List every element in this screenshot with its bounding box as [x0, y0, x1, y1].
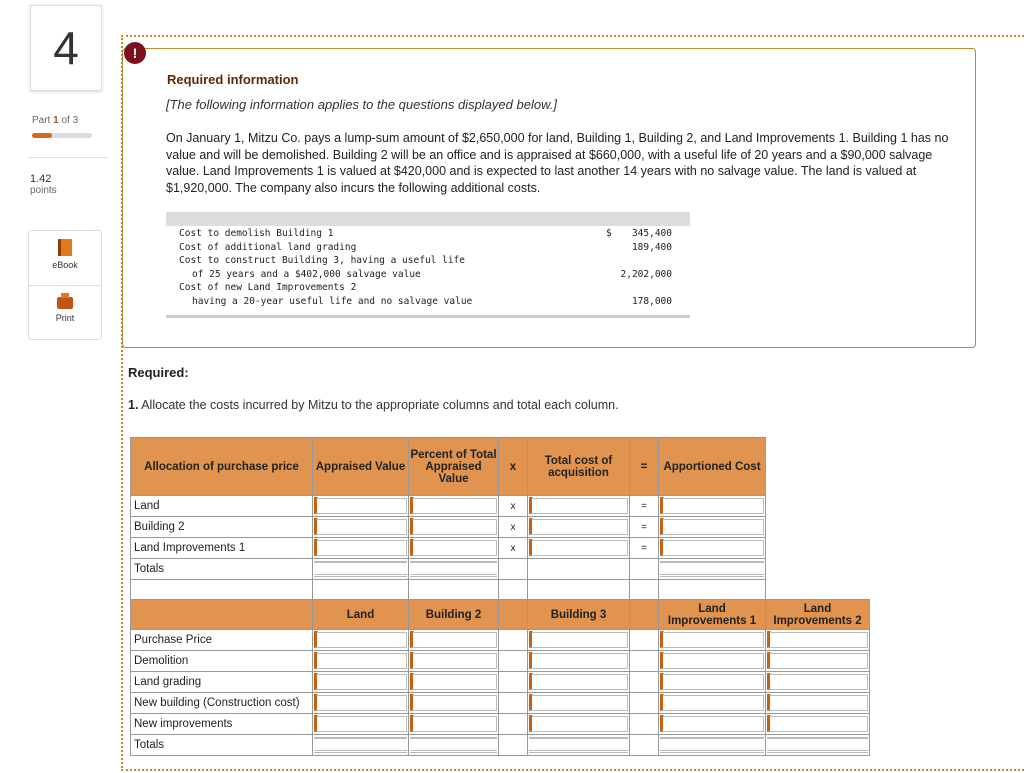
- land-input[interactable]: [313, 651, 409, 672]
- part-progress-fill: [32, 133, 52, 138]
- table-row: [131, 651, 870, 672]
- sidebar-divider: [28, 157, 108, 158]
- building-2-input[interactable]: [409, 693, 499, 714]
- total-cost-input[interactable]: [528, 496, 630, 517]
- header-land-improvements-1: Land Improvements 1: [659, 600, 766, 630]
- blank-cell: [630, 672, 659, 693]
- apportioned-cost-input[interactable]: [659, 538, 766, 559]
- part-current: 1: [53, 115, 59, 126]
- land-improvements-1-input[interactable]: [659, 714, 766, 735]
- printer-icon: [57, 297, 73, 309]
- blank-cell: [659, 580, 766, 600]
- land-improvements-2-input[interactable]: [766, 630, 870, 651]
- total-cost-input[interactable]: [528, 538, 630, 559]
- row-label: Land Improvements 1: [131, 538, 313, 559]
- apportioned-cost-input[interactable]: [659, 496, 766, 517]
- row-label: Demolition: [131, 651, 313, 672]
- header-building-3: Building 3: [528, 600, 630, 630]
- times-symbol: x: [499, 496, 528, 517]
- building-2-input[interactable]: [409, 651, 499, 672]
- row-label: Purchase Price: [131, 630, 313, 651]
- blank-cell: [313, 580, 409, 600]
- header-appraised-value: Appraised Value: [313, 438, 409, 496]
- additional-costs-table: Cost to demolish Building 1 $ 345,400 Cost of additional land grading 189,400 Cost to construct Building 3, having a useful life of 25 years and a $402,000 salvage value 2,202,000 Cost of new Land Improvements 2 having a 20-year useful life and no salvage value 178,000: [166, 212, 690, 319]
- land-improvements-1-input[interactable]: [659, 651, 766, 672]
- tools-divider: [29, 285, 101, 286]
- row-label: New improvements: [131, 714, 313, 735]
- costs-header-bar: [166, 212, 690, 226]
- costs-footer-bar: [166, 315, 690, 318]
- percent-input[interactable]: [409, 496, 499, 517]
- blank-cell: [499, 672, 528, 693]
- equals-symbol: =: [630, 538, 659, 559]
- land-total-input[interactable]: [313, 735, 409, 756]
- building-2-total-input[interactable]: [409, 735, 499, 756]
- header-apportioned: Apportioned Cost: [659, 438, 766, 496]
- table-row: [131, 693, 870, 714]
- question-number: 4: [30, 5, 102, 91]
- blank-cell: [630, 693, 659, 714]
- table-row: [131, 714, 870, 735]
- blank-cell: [630, 714, 659, 735]
- table-row: [131, 517, 766, 538]
- building-3-total-input[interactable]: [528, 735, 630, 756]
- blank-cell: [630, 580, 659, 600]
- step-number: 1.: [128, 398, 139, 412]
- info-note: [The following information applies to the questions displayed below.]: [166, 97, 557, 112]
- land-input[interactable]: [313, 630, 409, 651]
- header-allocation: Allocation of purchase price: [131, 438, 313, 496]
- blank-cell: [499, 735, 528, 756]
- land-input[interactable]: [313, 672, 409, 693]
- percent-input[interactable]: [409, 517, 499, 538]
- total-cost-input[interactable]: [528, 517, 630, 538]
- header-land-improvements-2: Land Improvements 2: [766, 600, 870, 630]
- header-blank: [499, 600, 528, 630]
- totals-label: Totals: [131, 735, 313, 756]
- blank-cell: [630, 735, 659, 756]
- land-improvements-2-input[interactable]: [766, 672, 870, 693]
- blank-cell: [499, 630, 528, 651]
- ebook-label: eBook: [52, 260, 78, 270]
- table-row: [131, 672, 870, 693]
- header-blank: [131, 600, 313, 630]
- problem-paragraph: On January 1, Mitzu Co. pays a lump-sum amount of $2,650,000 for land, Building 1, Building 2, and Land Improvements 1. Building 1 has no value and will be demolished. Building 2 will be an office and is appraised at $660,000, with a useful life of 20 years and a $90,000 salvage value. Land Improvements 1 is valued at $420,000 and is expected to last another 14 years with no salvage value. The land is valued at $1,920,000. The company also incurs the following additional costs.: [166, 131, 949, 195]
- points-display: [30, 173, 57, 196]
- times-symbol: x: [499, 538, 528, 559]
- totals-row: [131, 559, 766, 580]
- blank-cell: [630, 559, 659, 580]
- equals-symbol: =: [630, 496, 659, 517]
- cost-allocation-table: [130, 579, 870, 756]
- apportioned-total-input[interactable]: [659, 559, 766, 580]
- building-3-input[interactable]: [528, 651, 630, 672]
- header-equals: =: [630, 438, 659, 496]
- blank-cell: [499, 580, 528, 600]
- print-button[interactable]: [29, 297, 101, 323]
- blank-cell: [409, 580, 499, 600]
- building-2-input[interactable]: [409, 672, 499, 693]
- appraised-value-input[interactable]: [313, 496, 409, 517]
- building-2-input[interactable]: [409, 714, 499, 735]
- building-3-input[interactable]: [528, 672, 630, 693]
- equals-symbol: =: [630, 517, 659, 538]
- percent-input[interactable]: [409, 538, 499, 559]
- header-land: Land: [313, 600, 409, 630]
- table-row: [131, 496, 766, 517]
- part-prefix: Part: [32, 115, 54, 126]
- times-symbol: x: [499, 517, 528, 538]
- points-value: 1.42: [30, 173, 52, 185]
- land-input[interactable]: [313, 693, 409, 714]
- points-label: points: [30, 185, 57, 196]
- row-label: Building 2: [131, 517, 313, 538]
- land-improvements-2-total-input[interactable]: [766, 735, 870, 756]
- header-times: x: [499, 438, 528, 496]
- land-improvements-2-input[interactable]: [766, 651, 870, 672]
- table-row: [131, 538, 766, 559]
- header-blank: [630, 600, 659, 630]
- apportioned-cost-input[interactable]: [659, 517, 766, 538]
- blank-cell: [131, 580, 313, 600]
- blank-cell: [499, 559, 528, 580]
- row-label: New building (Construction cost): [131, 693, 313, 714]
- row-label: Land: [131, 496, 313, 517]
- building-3-input[interactable]: [528, 714, 630, 735]
- allocation-table: [130, 437, 766, 580]
- header-percent: Percent of Total Appraised Value: [409, 438, 499, 496]
- row-label: Land grading: [131, 672, 313, 693]
- table-row: [131, 630, 870, 651]
- land-improvements-1-total-input[interactable]: [659, 735, 766, 756]
- land-improvements-1-input[interactable]: [659, 630, 766, 651]
- part-indicator: [32, 115, 78, 126]
- print-label: Print: [55, 313, 75, 323]
- required-heading: Required:: [128, 365, 189, 380]
- info-title: Required information: [167, 72, 299, 87]
- blank-cell: [630, 651, 659, 672]
- appraised-value-input[interactable]: [313, 538, 409, 559]
- totals-row: [131, 735, 870, 756]
- part-of: of 3: [58, 115, 79, 126]
- land-improvements-1-input[interactable]: [659, 672, 766, 693]
- land-improvements-2-input[interactable]: [766, 693, 870, 714]
- blank-cell: [528, 559, 630, 580]
- percent-total-input[interactable]: [409, 559, 499, 580]
- building-3-input[interactable]: [528, 630, 630, 651]
- land-improvements-2-input[interactable]: [766, 714, 870, 735]
- blank-cell: [630, 630, 659, 651]
- building-2-input[interactable]: [409, 630, 499, 651]
- appraised-value-input[interactable]: [313, 517, 409, 538]
- land-improvements-1-input[interactable]: [659, 693, 766, 714]
- book-icon: [58, 239, 72, 256]
- header-building-2: Building 2: [409, 600, 499, 630]
- blank-cell: [528, 580, 630, 600]
- step-text: Allocate the costs incurred by Mitzu to the appropriate columns and total each column.: [138, 398, 619, 412]
- blank-cell: [766, 580, 870, 600]
- blank-cell: [499, 714, 528, 735]
- blank-cell: [499, 693, 528, 714]
- header-total-cost: Total cost of acquisition: [528, 438, 630, 496]
- blank-cell: [499, 651, 528, 672]
- step-instruction: [128, 398, 619, 412]
- ebook-button[interactable]: [29, 239, 101, 270]
- land-input[interactable]: [313, 714, 409, 735]
- alert-icon: !: [124, 42, 146, 64]
- building-3-input[interactable]: [528, 693, 630, 714]
- appraised-total-input[interactable]: [313, 559, 409, 580]
- tools-panel: [28, 230, 102, 340]
- totals-label: Totals: [131, 559, 313, 580]
